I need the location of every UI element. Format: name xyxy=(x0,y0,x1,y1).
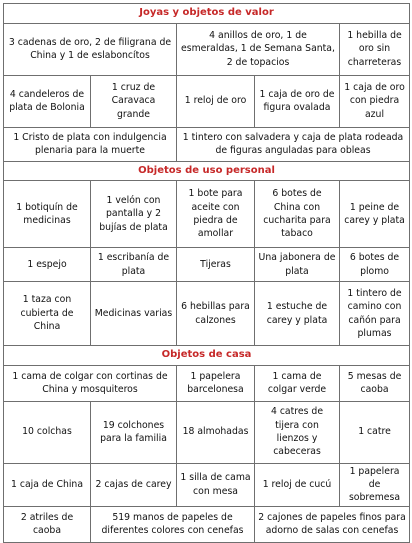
table-row xyxy=(4,282,410,346)
table-cell: 1 escribanía de plata xyxy=(91,248,177,282)
table-cell: 2 atriles de caoba xyxy=(4,506,91,542)
table-row xyxy=(4,401,410,463)
table-row xyxy=(4,463,410,506)
table-cell: 1 caja de China xyxy=(4,463,91,506)
table-cell: 4 catres de tijera con lienzos y cabeceras xyxy=(255,401,340,463)
table-cell: 1 reloj de oro xyxy=(177,75,255,127)
table-cell: 1 catre xyxy=(340,401,410,463)
table-row xyxy=(4,75,410,127)
table-cell: 1 papelera barcelonesa xyxy=(177,365,255,401)
table-cell: Tijeras xyxy=(177,248,255,282)
section-title: Objetos de uso personal xyxy=(4,161,410,181)
table-cell: 1 tintero de camino con cañón para plumas xyxy=(340,282,410,346)
table-cell: 1 taza con cubierta de China xyxy=(4,282,91,346)
section-header-row xyxy=(4,346,410,366)
table-cell: 1 silla de cama con mesa xyxy=(177,463,255,506)
table-cell: 519 manos de papeles de diferentes colores con cenefas xyxy=(91,506,255,542)
inventory-table xyxy=(3,3,410,543)
table-cell: 1 tintero con salvadera y caja de plata rodeada de figuras anguladas para obleas xyxy=(177,127,410,161)
table-cell: 1 caja de oro de figura ovalada xyxy=(255,75,340,127)
table-cell: 1 cama de colgar verde xyxy=(255,365,340,401)
section-title: Joyas y objetos de valor xyxy=(4,4,410,24)
table-cell: 4 anillos de oro, 1 de esmeraldas, 1 de Semana Santa, 2 de topacios xyxy=(177,23,340,75)
table-cell: 1 caja de oro con piedra azul xyxy=(340,75,410,127)
table-cell: 1 botiquín de medicinas xyxy=(4,181,91,248)
table-cell: 2 cajas de carey xyxy=(91,463,177,506)
table-cell: 1 peine de carey y plata xyxy=(340,181,410,248)
table-row xyxy=(4,23,410,75)
table-cell: 6 botes de plomo xyxy=(340,248,410,282)
table-cell: 10 colchas xyxy=(4,401,91,463)
table-cell: 5 mesas de caoba xyxy=(340,365,410,401)
table-cell: 1 bote para aceite con piedra de amollar xyxy=(177,181,255,248)
table-row xyxy=(4,181,410,248)
table-cell: 1 papelera de sobremesa xyxy=(340,463,410,506)
table-cell: 3 cadenas de oro, 2 de filigrana de China y 1 de eslaboncítos xyxy=(4,23,177,75)
section-header-row xyxy=(4,161,410,181)
table-cell: 2 cajones de papeles finos para adorno de salas con cenefas xyxy=(255,506,410,542)
table-cell: 1 Cristo de plata con indulgencia plenaria para la muerte xyxy=(4,127,177,161)
table-cell: 1 hebilla de oro sin charreteras xyxy=(340,23,410,75)
table-cell: Una jabonera de plata xyxy=(255,248,340,282)
table-cell: 19 colchones para la familia xyxy=(91,401,177,463)
table-cell: 1 espejo xyxy=(4,248,91,282)
table-cell: 6 botes de China con cucharita para tabaco xyxy=(255,181,340,248)
table-cell: 1 cruz de Caravaca grande xyxy=(91,75,177,127)
table-cell: 1 estuche de carey y plata xyxy=(255,282,340,346)
table-row xyxy=(4,506,410,542)
table-cell: Medicinas varias xyxy=(91,282,177,346)
section-header-row xyxy=(4,4,410,24)
table-cell: 18 almohadas xyxy=(177,401,255,463)
table-cell: 4 candeleros de plata de Bolonia xyxy=(4,75,91,127)
table-row xyxy=(4,365,410,401)
table-row xyxy=(4,127,410,161)
table-row xyxy=(4,248,410,282)
table-cell: 1 velón con pantalla y 2 bujías de plata xyxy=(91,181,177,248)
table-cell: 1 cama de colgar con cortinas de China y mosquiteros xyxy=(4,365,177,401)
section-title: Objetos de casa xyxy=(4,346,410,366)
table-cell: 6 hebillas para calzones xyxy=(177,282,255,346)
table-cell: 1 reloj de cucú xyxy=(255,463,340,506)
